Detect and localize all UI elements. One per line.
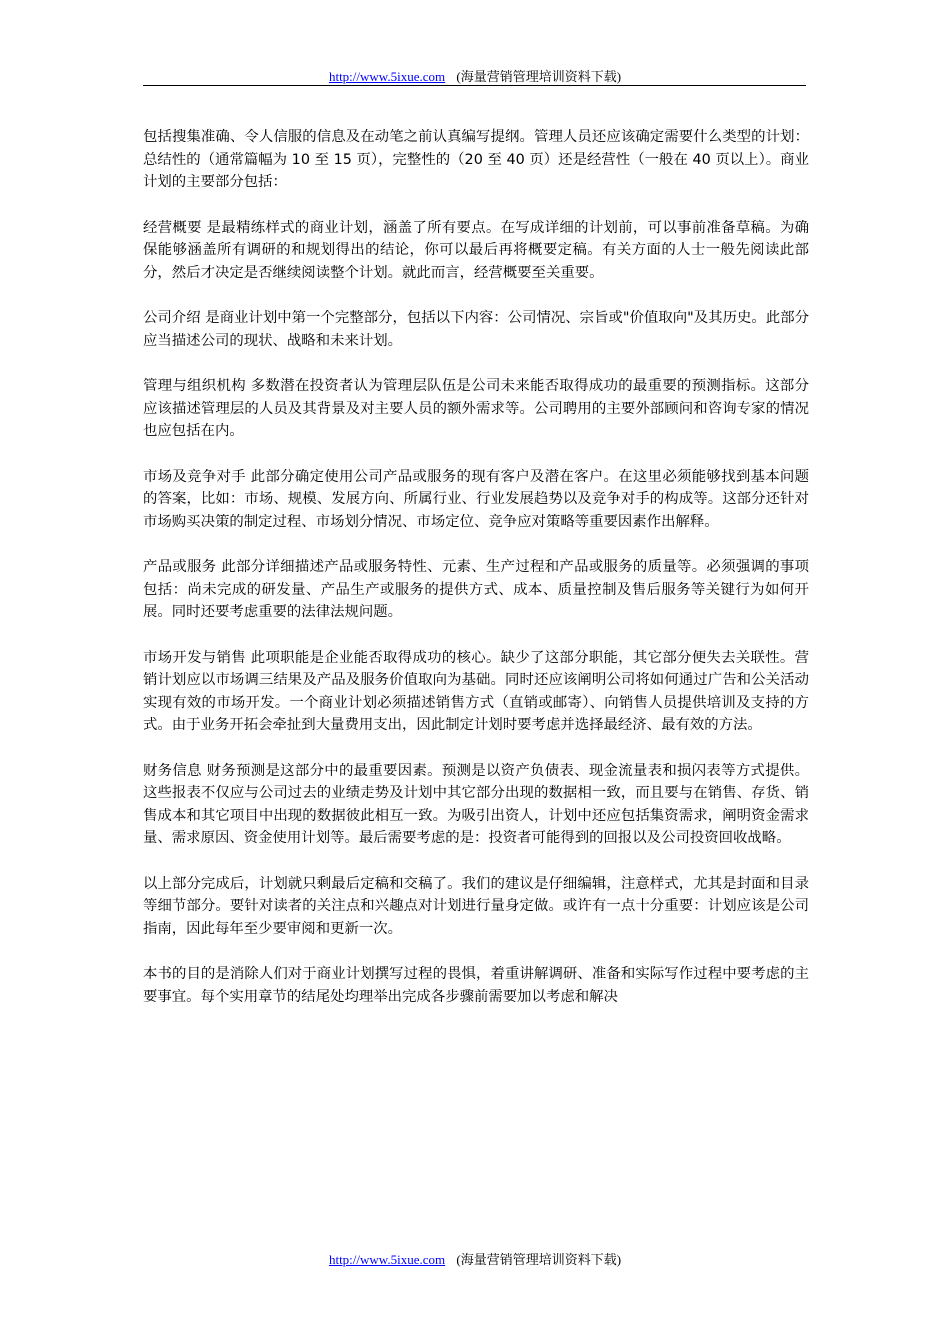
paragraph-intro: 包括搜集准确、令人信服的信息及在动笔之前认真编写提纲。管理人员还应该确定需要什么类型的计划：总结性的（通常篇幅为 10 至 15 页），完整性的（20 至 40 页）还是经营性（一般在 40 页以上）。商业计划的主要部分包括： bbox=[143, 129, 809, 190]
header-site-link[interactable]: http://www.5ixue.com bbox=[328, 69, 446, 84]
document-body bbox=[143, 126, 809, 1031]
paragraph-company-intro: 公司介绍 是商业计划中第一个完整部分，包括以下内容：公司情况、宗旨或"价值取向"及其历史。此部分应当描述公司的现状、战略和未来计划。 bbox=[143, 310, 809, 349]
footer-site-link[interactable]: http://www.5ixue.com bbox=[328, 1252, 446, 1267]
paragraph-management: 管理与组织机构 多数潜在投资者认为管理层队伍是公司未来能否取得成功的最重要的预测指标。这部分应该描述管理层的人员及其背景及对主要人员的额外需求等。公司聘用的主要外部顾问和咨询专家的情况也应包括在内。 bbox=[143, 378, 809, 439]
page-header bbox=[0, 66, 950, 85]
footer-note: (海量营销管理培训资料下载) bbox=[456, 1252, 622, 1267]
paragraph-market-competitors: 市场及竞争对手 此部分确定使用公司产品或服务的现有客户及潜在客户。在这里必须能够找到基本问题的答案，比如：市场、规模、发展方向、所属行业、行业发展趋势以及竞争对手的构成等。这部分还针对市场购买决策的制定过程、市场划分情况、市场定位、竞争应对策略等重要因素作出解释。 bbox=[143, 468, 809, 530]
page-footer bbox=[0, 1249, 950, 1268]
paragraph-finalization: 以上部分完成后，计划就只剩最后定稿和交稿了。我们的建议是仔细编辑，注意样式，尤其是封面和目录等细节部分。要针对读者的关注点和兴趣点对计划进行量身定做。或许有一点十分重要：计划应该是公司指南，因此每年至少要审阅和更新一次。 bbox=[143, 875, 809, 937]
paragraph-financial-info: 财务信息 财务预测是这部分中的最重要因素。预测是以资产负债表、现金流量表和损闪表等方式提供。这些报表不仅应与公司过去的业绩走势及计划中其它部分出现的数据相一致，而且要与在销售、存货、销售成本和其它项目中出现的数据彼此相互一致。为吸引出资人，计划中还应包括集资需求，阐明资金需求量、需求原因、资金使用计划等。最后需要考虑的是：投资者可能得到的回报以及公司投资回收战略。 bbox=[143, 762, 809, 846]
header-divider bbox=[143, 85, 806, 86]
paragraph-products-services: 产品或服务 此部分详细描述产品或服务特性、元素、生产过程和产品或服务的质量等。必须强调的事项包括：尚未完成的研发量、产品生产或服务的提供方式、成本、质量控制及售后服务等关键行为如何开展。同时还要考虑重要的法律法规问题。 bbox=[143, 559, 809, 620]
paragraph-executive-summary: 经营概要 是最精练样式的商业计划，涵盖了所有要点。在写成详细的计划前，可以事前准备草稿。为确保能够涵盖所有调研的和规划得出的结论，你可以最后再将概要定稿。有关方面的人士一般先阅读此部分，然后才决定是否继续阅读整个计划。就此而言，经营概要至关重要。 bbox=[143, 219, 809, 281]
header-note: (海量营销管理培训资料下载) bbox=[456, 69, 622, 84]
paragraph-book-purpose: 本书的目的是消除人们对于商业计划撰写过程的畏惧，着重讲解调研、准备和实际写作过程中要考虑的主要事宜。每个实用章节的结尾处均理举出完成各步骤前需要加以考虑和解决 bbox=[143, 966, 809, 1005]
paragraph-marketing-sales: 市场开发与销售 此项职能是企业能否取得成功的核心。缺少了这部分职能，其它部分便失去关联性。营销计划应以市场调三结果及产品及服务价值取向为基础。同时还应该阐明公司将如何通过广告和公关活动实现有效的市场开发。一个商业计划必须描述销售方式（直销或邮寄）、向销售人员提供培训及支持的方式。由于业务开拓会牵扯到大量费用支出，因此制定计划时要考虑并选择最经济、最有效的方法。 bbox=[143, 649, 809, 733]
